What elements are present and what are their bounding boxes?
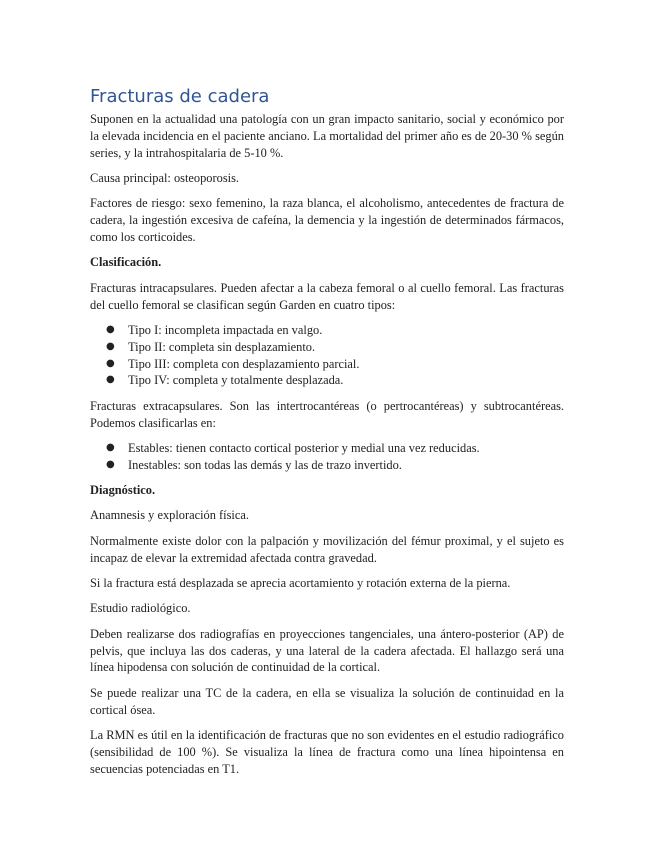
extracapsulares-paragraph: Fracturas extracapsulares. Son las intertrocantéreas (o pertrocantéreas) y subtrocantéreas. Podemos clasificarlas en: <box>90 398 564 430</box>
garden-list <box>90 322 564 389</box>
list-item <box>106 356 564 373</box>
list-item-text: Tipo IV: completa y totalmente desplazada. <box>128 373 344 388</box>
bullet-icon: ● <box>106 441 115 453</box>
list-item-text: Inestables: son todas las demás y las de trazo invertido. <box>128 457 402 472</box>
bullet-icon: ● <box>106 357 115 369</box>
bullet-icon: ● <box>106 374 115 386</box>
dolor-paragraph: Normalmente existe dolor con la palpación y movilización del fémur proximal, y el sujeto es incapaz de elevar la extremidad afectada contra gravedad. <box>90 533 564 565</box>
bullet-icon: ● <box>106 323 115 335</box>
causa-paragraph: Causa principal: osteoporosis. <box>90 170 240 185</box>
list-item-text: Estables: tienen contacto cortical posterior y medial una vez reducidas. <box>128 440 480 455</box>
radiografias-paragraph: Deben realizarse dos radiografías en proyecciones tangenciales, una ántero-posterior (AP) de pelvis, que incluya las dos caderas, y una lateral de la cadera afectada. El hallazgo será una línea hipodensa con solución de continuidad de la cortical. <box>90 626 564 675</box>
extracapsular-list <box>90 440 564 474</box>
anamnesis-paragraph: Anamnesis y exploración física. <box>90 508 249 523</box>
tc-paragraph: Se puede realizar una TC de la cadera, en ella se visualiza la solución de continuidad en la cortical ósea. <box>90 685 564 717</box>
page-title: Fracturas de cadera <box>90 86 270 107</box>
list-item <box>106 322 564 339</box>
intro-paragraph: Suponen en la actualidad una patología con un gran impacto sanitario, social y económico por la elevada incidencia en el paciente anciano. La mortalidad del primer año es de 20-30 % según series, y la intrahospitalaria de 5-10 %. <box>90 112 564 160</box>
desplazada-paragraph: Si la fractura está desplazada se aprecia acortamiento y rotación externa de la pierna. <box>90 576 511 591</box>
rmn-paragraph: La RMN es útil en la identificación de fracturas que no son evidentes en el estudio radiográfico (sensibilidad de 100 %). Se visualiza la línea de fractura como una línea hipointensa en secuencias potenciadas en T1. <box>90 728 564 776</box>
clasificacion-heading: Clasificación. <box>90 255 162 270</box>
list-item <box>106 339 564 356</box>
bullet-icon: ● <box>106 340 115 352</box>
intracapsulares-paragraph: Fracturas intracapsulares. Pueden afectar a la cabeza femoral o al cuello femoral. Las fracturas del cuello femoral se clasifican según Garden en cuatro tipos: <box>90 280 564 312</box>
list-item-text: Tipo I: incompleta impactada en valgo. <box>128 322 323 337</box>
list-item-text: Tipo II: completa sin desplazamiento. <box>128 339 316 354</box>
factores-paragraph: Factores de riesgo: sexo femenino, la raza blanca, el alcoholismo, antecedentes de fractura de cadera, la ingestión excesiva de cafeína, la demencia y la ingestión de determinados fármacos, como los corticoides. <box>90 196 564 244</box>
list-item <box>106 440 564 457</box>
document-page <box>90 86 564 786</box>
bullet-icon: ● <box>106 458 115 470</box>
list-item <box>106 457 564 474</box>
radiologico-paragraph: Estudio radiológico. <box>90 601 191 616</box>
list-item-text: Tipo III: completa con desplazamiento parcial. <box>128 356 360 371</box>
diagnostico-heading: Diagnóstico. <box>90 483 156 498</box>
list-item <box>106 372 564 389</box>
